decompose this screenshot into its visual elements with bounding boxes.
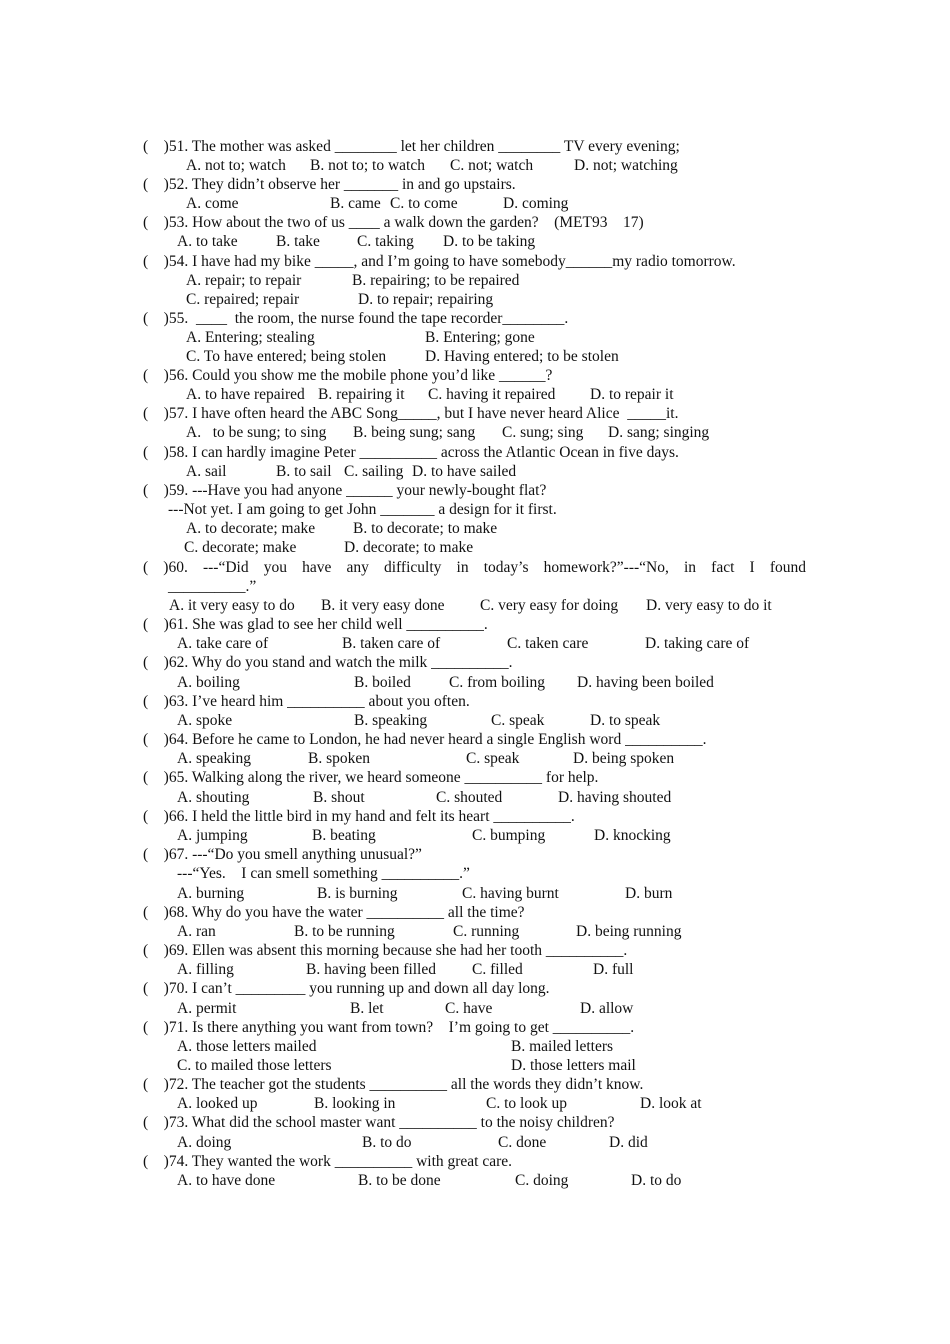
question-66-stem: ( )66. I held the little bird in my hand and felt its heart __________. (143, 808, 575, 825)
q72-option-d: D. look at (640, 1095, 702, 1112)
question-53-stem: ( )53. How about the two of us ____ a walk down the garden? (MET93 17) (143, 214, 644, 231)
q68-option-c: C. running (453, 923, 520, 940)
q60-option-d: D. very easy to do it (646, 597, 772, 614)
question-64-stem: ( )64. Before he came to London, he had never heard a single English word __________. (143, 731, 707, 748)
question-59-stem: ( )59. ---Have you had anyone ______ your newly-bought flat? (143, 482, 547, 499)
q69-option-b: B. having been filled (306, 961, 436, 978)
q58-option-d: D. to have sailed (412, 463, 517, 480)
q63-option-a: A. spoke (177, 712, 233, 729)
q73-option-c: C. done (498, 1134, 547, 1151)
q60-option-c: C. very easy for doing (480, 597, 619, 614)
question-74-stem: ( )74. They wanted the work __________ with great care. (143, 1153, 513, 1170)
q59-option-a: A. to decorate; make (186, 520, 316, 537)
q56-option-d: D. to repair it (590, 386, 674, 403)
question-52-stem: ( )52. They didn’t observe her _______ in and go upstairs. (143, 176, 516, 193)
q52-option-c: C. to come (390, 195, 458, 212)
q65-option-a: A. shouting (177, 789, 250, 806)
q61-option-c: C. taken care (507, 635, 589, 652)
question-56-stem: ( )56. Could you show me the mobile phone you’d like ______? (143, 367, 553, 384)
q59-option-b: B. to decorate; to make (353, 520, 498, 537)
q57-option-d: D. sang; singing (608, 424, 710, 441)
question-72-stem: ( )72. The teacher got the students __________ all the words they didn’t know. (143, 1076, 644, 1093)
question-57-stem: ( )57. I have often heard the ABC Song_____, but I have never heard Alice _____it. (143, 405, 679, 422)
q61-option-d: D. taking care of (645, 635, 750, 652)
q64-option-a: A. speaking (177, 750, 252, 767)
q51-option-b: B. not to; to watch (310, 157, 425, 174)
q67-option-b: B. is burning (317, 885, 398, 902)
q70-option-d: D. allow (580, 1000, 634, 1017)
question-65-stem: ( )65. Walking along the river, we heard someone __________ for help. (143, 769, 599, 786)
q61-option-a: A. take care of (177, 635, 269, 652)
q59-option-d: D. decorate; to make (344, 539, 474, 556)
q53-option-c: C. taking (357, 233, 414, 250)
q64-option-d: D. being spoken (573, 750, 675, 767)
q70-option-a: A. permit (177, 1000, 237, 1017)
q67-option-a: A. burning (177, 885, 245, 902)
q56-option-a: A. to have repaired (186, 386, 305, 403)
question-55-stem: ( )55. ____ the room, the nurse found the tape recorder________. (143, 310, 569, 327)
q55-option-d: D. Having entered; to be stolen (425, 348, 619, 365)
q72-option-c: C. to look up (486, 1095, 567, 1112)
q57-option-b: B. being sung; sang (353, 424, 476, 441)
q64-option-b: B. spoken (308, 750, 370, 767)
q63-option-b: B. speaking (354, 712, 428, 729)
q71-option-a: A. those letters mailed (177, 1038, 317, 1055)
q67-option-d: D. burn (625, 885, 673, 902)
q73-option-b: B. to do (362, 1134, 412, 1151)
question-51-stem: ( )51. The mother was asked ________ let her children ________ TV every evening; (143, 138, 680, 155)
question-60-line2: __________.” (168, 578, 257, 595)
q57-option-a: A. to be sung; to sing (186, 424, 327, 441)
question-54-stem: ( )54. I have had my bike _____, and I’m going to have somebody______my radio tomorrow. (143, 253, 736, 270)
q58-option-a: A. sail (186, 463, 227, 480)
q68-option-a: A. ran (177, 923, 216, 940)
question-67-stem: ( )67. ---“Do you smell anything unusual?” (143, 846, 422, 863)
q54-option-c: C. repaired; repair (186, 291, 300, 308)
q58-option-c: C. sailing (344, 463, 404, 480)
q62-option-d: D. having been boiled (577, 674, 714, 691)
q74-option-d: D. to do (631, 1172, 682, 1189)
q71-option-d: D. those letters mail (511, 1057, 636, 1074)
question-67-line2: ---“Yes. I can smell something __________.” (177, 865, 470, 882)
q65-option-d: D. having shouted (558, 789, 672, 806)
q53-option-a: A. to take (177, 233, 238, 250)
q74-option-c: C. doing (515, 1172, 569, 1189)
q52-option-d: D. coming (503, 195, 569, 212)
q64-option-c: C. speak (466, 750, 520, 767)
q61-option-b: B. taken care of (342, 635, 441, 652)
q54-option-b: B. repairing; to be repaired (352, 272, 520, 289)
question-69-stem: ( )69. Ellen was absent this morning because she had her tooth __________. (143, 942, 628, 959)
q67-option-c: C. having burnt (462, 885, 559, 902)
q72-option-a: A. looked up (177, 1095, 258, 1112)
question-71-stem: ( )71. Is there anything you want from town? I’m going to get __________. (143, 1019, 635, 1036)
q69-option-c: C. filled (472, 961, 523, 978)
q54-option-a: A. repair; to repair (186, 272, 302, 289)
q59-option-c: C. decorate; make (184, 539, 297, 556)
question-70-stem: ( )70. I can’t _________ you running up and down all day long. (143, 980, 550, 997)
q63-option-c: C. speak (491, 712, 545, 729)
q66-option-c: C. bumping (472, 827, 546, 844)
q60-option-b: B. it very easy done (321, 597, 445, 614)
q58-option-b: B. to sail (276, 463, 332, 480)
q62-option-a: A. boiling (177, 674, 240, 691)
q72-option-b: B. looking in (314, 1095, 396, 1112)
q66-option-a: A. jumping (177, 827, 248, 844)
q56-option-c: C. having it repaired (428, 386, 556, 403)
q70-option-b: B. let (350, 1000, 384, 1017)
q65-option-c: C. shouted (436, 789, 503, 806)
q69-option-a: A. filling (177, 961, 234, 978)
question-60-stem: ( )60. ---“Did you have any difficulty in today’s homework?”---“No, in fact I found (143, 559, 806, 576)
q56-option-b: B. repairing it (318, 386, 405, 403)
question-63-stem: ( )63. I’ve heard him __________ about you often. (143, 693, 470, 710)
q74-option-b: B. to be done (358, 1172, 441, 1189)
q55-option-a: A. Entering; stealing (186, 329, 315, 346)
question-62-stem: ( )62. Why do you stand and watch the milk __________. (143, 654, 513, 671)
q51-option-d: D. not; watching (574, 157, 678, 174)
q62-option-b: B. boiled (354, 674, 411, 691)
q65-option-b: B. shout (313, 789, 365, 806)
q52-option-a: A. come (186, 195, 239, 212)
q51-option-c: C. not; watch (450, 157, 534, 174)
question-73-stem: ( )73. What did the school master want __________ to the noisy children? (143, 1114, 615, 1131)
question-58-stem: ( )58. I can hardly imagine Peter __________ across the Atlantic Ocean in five days. (143, 444, 679, 461)
q55-option-b: B. Entering; gone (425, 329, 535, 346)
q71-option-b: B. mailed letters (511, 1038, 614, 1055)
q55-option-c: C. To have entered; being stolen (186, 348, 387, 365)
question-68-stem: ( )68. Why do you have the water __________ all the time? (143, 904, 525, 921)
q63-option-d: D. to speak (590, 712, 661, 729)
q71-option-c: C. to mailed those letters (177, 1057, 332, 1074)
question-61-stem: ( )61. She was glad to see her child well __________. (143, 616, 488, 633)
q73-option-d: D. did (609, 1134, 648, 1151)
q53-option-b: B. take (276, 233, 320, 250)
q57-option-c: C. sung; sing (502, 424, 584, 441)
q53-option-d: D. to be taking (443, 233, 536, 250)
q68-option-d: D. being running (576, 923, 682, 940)
q68-option-b: B. to be running (294, 923, 395, 940)
q70-option-c: C. have (445, 1000, 493, 1017)
q73-option-a: A. doing (177, 1134, 232, 1151)
q66-option-b: B. beating (312, 827, 376, 844)
q74-option-a: A. to have done (177, 1172, 276, 1189)
q54-option-d: D. to repair; repairing (358, 291, 494, 308)
q60-option-a: A. it very easy to do (169, 597, 295, 614)
q62-option-c: C. from boiling (449, 674, 546, 691)
q52-option-b: B. came (330, 195, 381, 212)
q66-option-d: D. knocking (594, 827, 671, 844)
q51-option-a: A. not to; watch (186, 157, 286, 174)
q69-option-d: D. full (593, 961, 634, 978)
question-59-line2: ---Not yet. I am going to get John _______ a design for it first. (168, 501, 557, 518)
